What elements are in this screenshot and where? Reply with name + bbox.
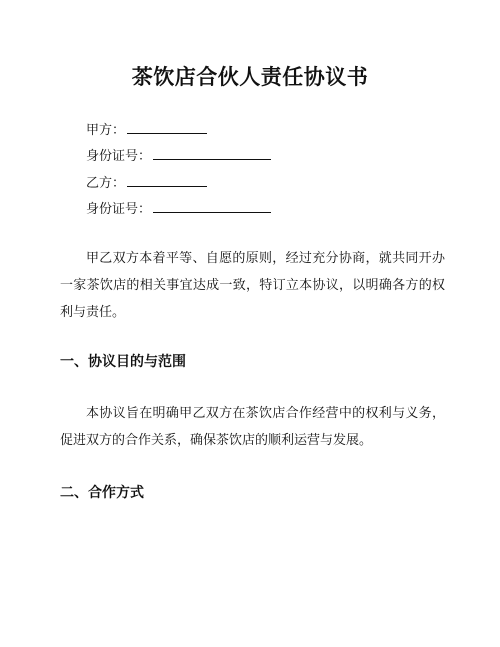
party-a-field [86, 120, 207, 140]
party-a-id-field [86, 146, 271, 166]
document-title: 茶饮店合伙人责任协议书 [131, 65, 369, 89]
party-b-field [86, 173, 207, 193]
intro-paragraph: 甲乙双方本着平等、自愿的原则，经过充分协商，就共同开办一家茶饮店的相关事宜达成一致，特订立本协议，以明确各方的权利与责任。 [60, 251, 445, 320]
party-b-id-blank [153, 199, 271, 213]
party-a-blank [127, 120, 207, 134]
party-b-id-label: 身份证号： [86, 202, 152, 217]
party-a-id-blank [153, 146, 271, 160]
party-b-label: 乙方： [86, 176, 126, 191]
party-b-id-field [86, 199, 271, 219]
party-a-id-label: 身份证号： [86, 149, 152, 164]
party-a-label: 甲方： [86, 123, 126, 138]
party-b-blank [127, 173, 207, 187]
section-heading-purpose: 一、协议目的与范围 [60, 354, 186, 370]
section-body-purpose: 本协议旨在明确甲乙双方在茶饮店合作经营中的权利与义务，促进双方的合作关系，确保茶饮店的顺利运营与发展。 [60, 406, 445, 448]
section-heading-cooperation: 二、合作方式 [60, 485, 144, 501]
